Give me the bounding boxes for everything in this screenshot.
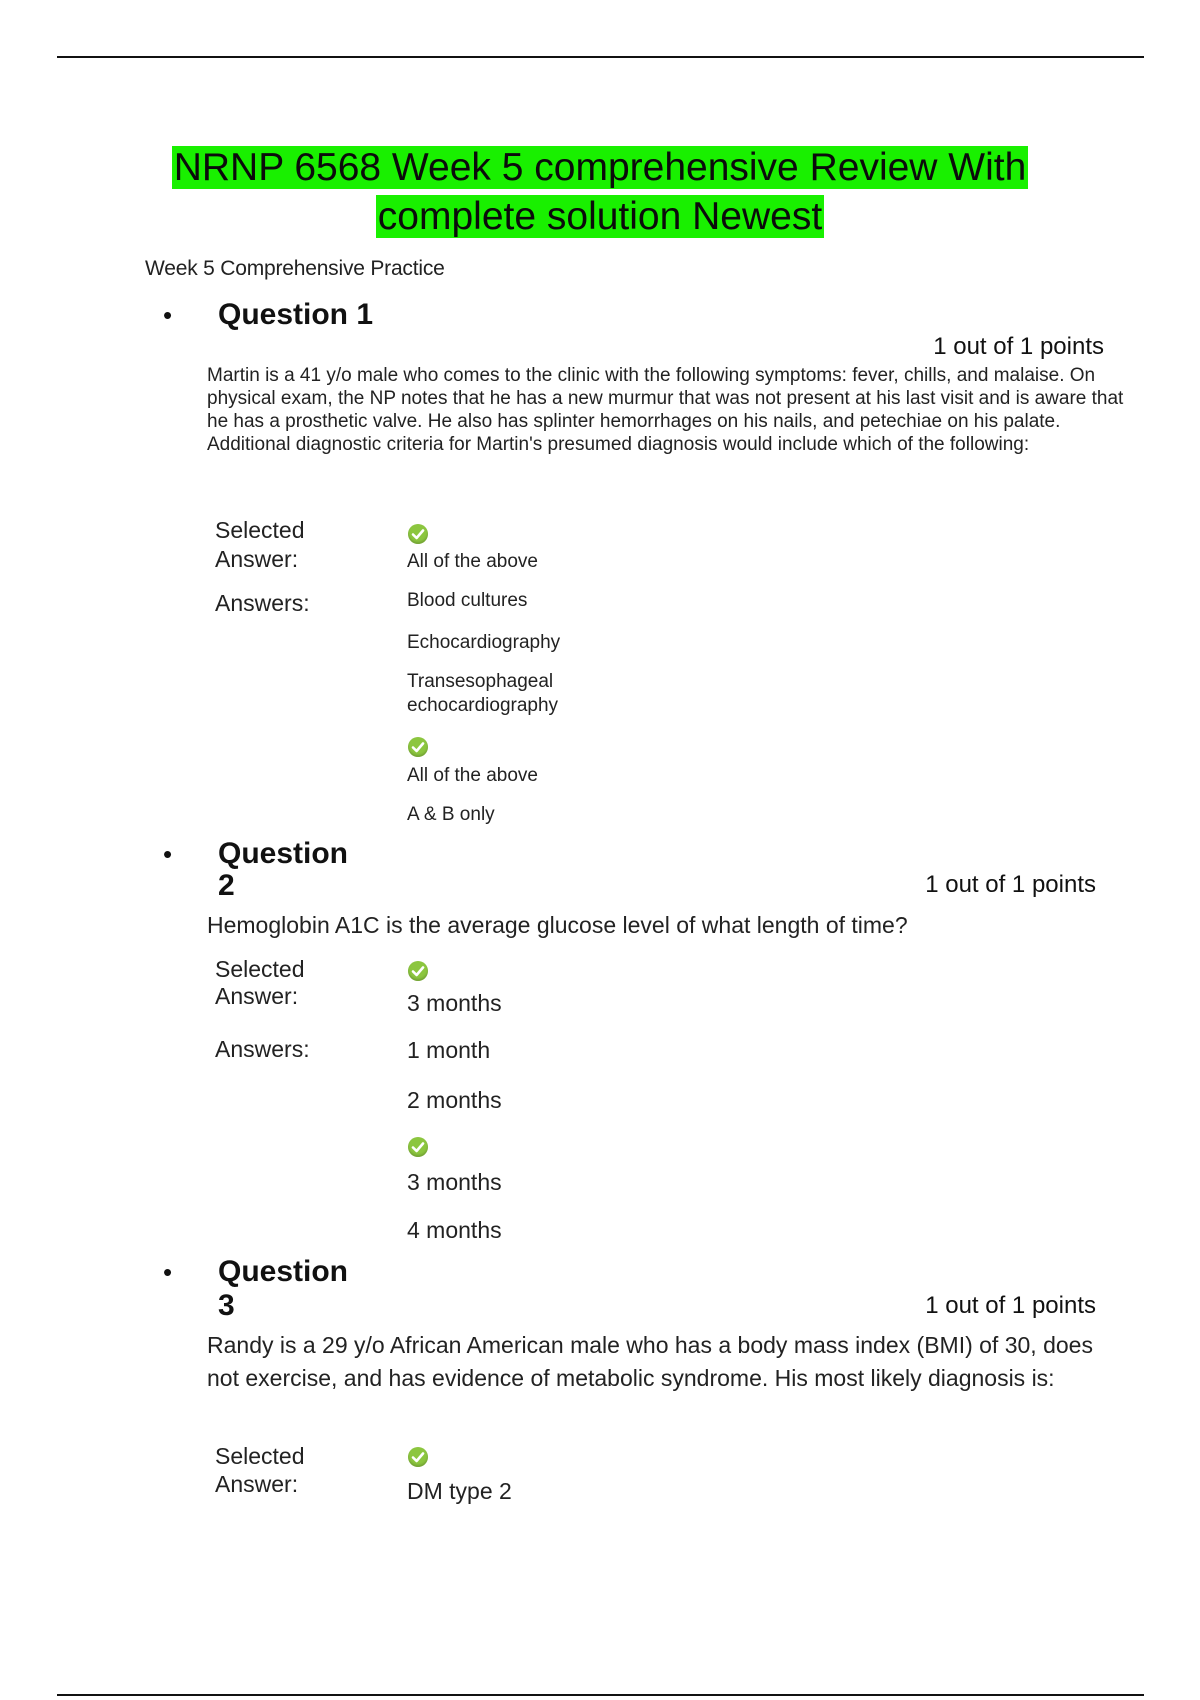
check-circle-icon [408,1137,428,1157]
question-1-answer-option-correct: All of the above [407,765,538,786]
question-3-selected-answer: DM type 2 [407,1478,512,1504]
page-top-rule [57,56,1144,58]
question-2-prompt: Hemoglobin A1C is the average glucose level of what length of time? [207,912,908,938]
question-2-selected-label-line1: Selected [215,956,305,982]
document-title-line-2: complete solution Newest [377,195,823,238]
question-2-answer-option: 1 month [407,1037,491,1063]
page-bottom-rule [57,1694,1144,1696]
check-circle-icon [408,524,428,544]
question-1-answer-option: A & B only [407,804,495,825]
question-1-answer-option: Blood cultures [407,590,528,611]
question-1-answer-option: Transesophageal [407,671,554,692]
question-2-answer-option: 2 months [407,1087,502,1113]
question-2-points: 1 out of 1 points [925,871,1096,898]
question-3-points: 1 out of 1 points [925,1292,1096,1319]
question-3-bullet: • [163,1257,173,1287]
check-circle-icon [408,737,428,757]
question-2-title-line1: Question [218,837,349,870]
question-1-prompt: Martin is a 41 y/o male who comes to the clinic with the following symptoms: fever, chills, and malaise. On physical exam, the NP notes that he has a new murmur that was not present at his last visit and is aware that he has a prosthetic valve. He also has splinter hemorrhages on his nails, and petechiae on his palate. Additional diagnostic criteria for Martin's presumed diagnosis would include which of the following: [207,365,1124,455]
question-2-title-line2: 2 [218,869,235,902]
question-1-answers-label: Answers: [215,590,310,616]
question-2-bullet: • [163,839,173,869]
document-title-line-1: NRNP 6568 Week 5 comprehensive Review With [173,146,1027,189]
question-2-answer-option: 4 months [407,1217,502,1243]
question-1-selected-label-line1: Selected [215,517,305,543]
question-2-answer-option-correct: 3 months [407,1169,502,1195]
question-3-selected-label-line1: Selected [215,1443,305,1469]
question-3-prompt: Randy is a 29 y/o African American male who has a body mass index (BMI) of 30, does not exercise, and has evidence of metabolic syndrome. His most likely diagnosis is: [207,1332,1093,1391]
practice-subtitle: Week 5 Comprehensive Practice [145,257,445,280]
question-1-answer-option-continued: echocardiography [407,695,559,716]
question-2-answers-label: Answers: [215,1036,310,1062]
question-1-bullet: • [163,300,173,330]
check-circle-icon [408,1447,428,1467]
question-1-points: 1 out of 1 points [933,333,1104,360]
question-2-selected-label-line2: Answer: [215,983,299,1009]
question-1-answer-option: Echocardiography [407,632,561,653]
question-1-selected-label-line2: Answer: [215,546,299,572]
question-3-title-line1: Question [218,1255,349,1288]
question-1-selected-answer: All of the above [407,551,538,572]
check-circle-icon [408,961,428,981]
question-1-title: Question 1 [218,298,374,331]
question-3-title-line2: 3 [218,1289,235,1322]
question-3-selected-label-line2: Answer: [215,1471,299,1497]
question-2-selected-answer: 3 months [407,990,502,1016]
